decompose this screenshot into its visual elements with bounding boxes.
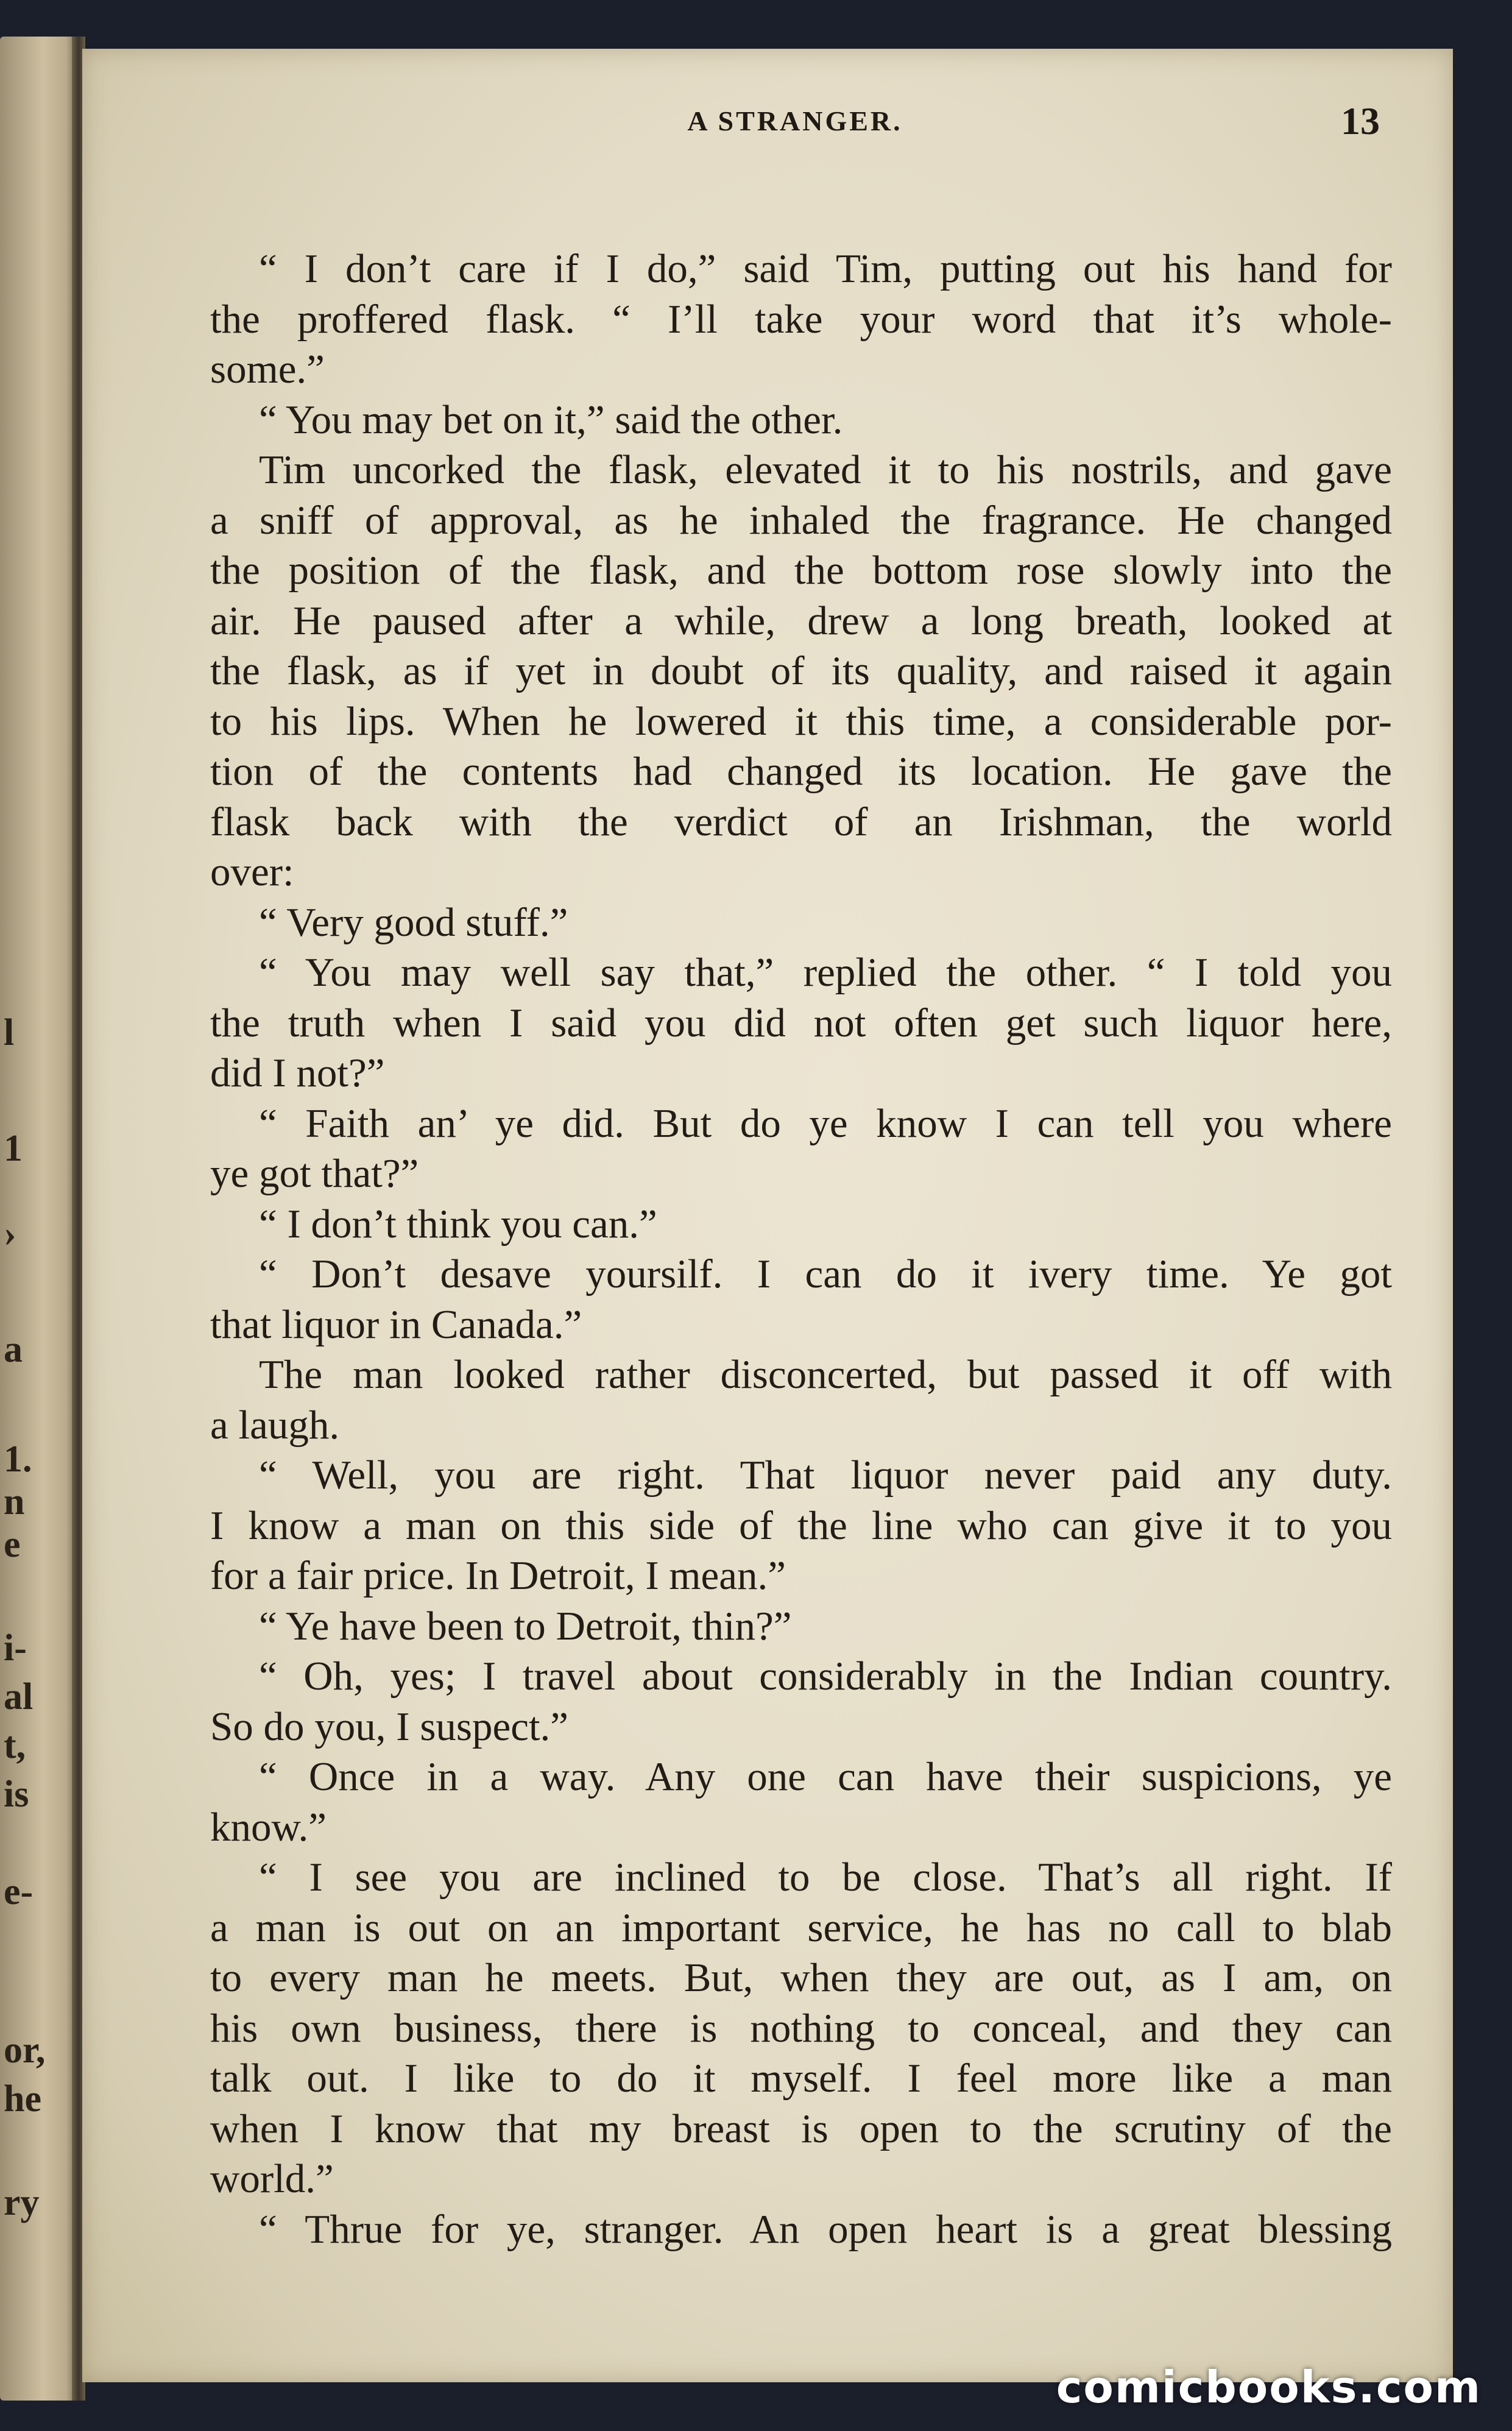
left-page-fragment: t, bbox=[4, 1725, 26, 1766]
left-page-fragment: or, bbox=[4, 2029, 46, 2071]
text-line: that liquor in Canada.” bbox=[210, 1301, 582, 1347]
text-line: I know a man on this side of the line who can give it to you bbox=[210, 1502, 1392, 1548]
text-line: So do you, I suspect.” bbox=[210, 1704, 569, 1749]
text-line: “ Faith an’ ye did. But do ye know I can tell you where bbox=[259, 1100, 1392, 1146]
text-line: his own business, there is nothing to conceal, and they can bbox=[210, 2005, 1392, 2051]
left-page-fragment: › bbox=[4, 1213, 16, 1254]
text-line: “ I don’t think you can.” bbox=[259, 1201, 657, 1247]
text-line: “ I see you are inclined to be close. That’s all right. If bbox=[259, 1855, 1392, 1900]
page-number: 13 bbox=[1341, 99, 1380, 143]
left-page-fragment: l bbox=[4, 1012, 15, 1053]
text-line: flask back with the verdict of an Irishman, the world bbox=[210, 799, 1392, 844]
text-line: a man is out on an important service, he has no call to blab bbox=[210, 1905, 1392, 1950]
left-page-fragment: e- bbox=[4, 1871, 34, 1913]
text-line: air. He paused after a while, drew a long breath, looked at bbox=[210, 598, 1392, 643]
text-line: “ Very good stuff.” bbox=[259, 899, 568, 945]
text-line: the truth when I said you did not often get such liquor here, bbox=[210, 1000, 1392, 1046]
page-header bbox=[210, 99, 1380, 166]
text-line: world.” bbox=[210, 2156, 334, 2201]
body-text bbox=[210, 244, 1392, 2254]
text-line: to every man he meets. But, when they are out, as I am, on bbox=[210, 1955, 1392, 2000]
text-line: “ Oh, yes; I travel about considerably in the Indian country. bbox=[259, 1654, 1392, 1699]
text-line: ye got that?” bbox=[210, 1151, 419, 1196]
text-line: a laugh. bbox=[210, 1402, 340, 1448]
left-page-fragment: a bbox=[4, 1329, 23, 1370]
text-line: when I know that my breast is open to the scrutiny of the bbox=[210, 2106, 1392, 2151]
left-page-fragment: is bbox=[4, 1774, 29, 1815]
text-line: “ Once in a way. Any one can have their suspicions, ye bbox=[259, 1754, 1392, 1799]
text-line: the proffered flask. “ I’ll take your word that it’s whole- bbox=[210, 296, 1392, 342]
left-page-fragment: n bbox=[4, 1481, 25, 1523]
text-line: “ You may bet on it,” said the other. bbox=[259, 397, 843, 442]
text-line: “ Thrue for ye, stranger. An open heart is a great blessing bbox=[259, 2206, 1392, 2252]
left-page-fragment: e bbox=[4, 1524, 21, 1565]
text-line: “ Don’t desave yoursilf. I can do it ivery time. Ye got bbox=[259, 1251, 1392, 1297]
running-title: A STRANGER. bbox=[687, 105, 903, 136]
text-line: “ Well, you are right. That liquor never paid any duty. bbox=[259, 1453, 1392, 1498]
left-page-edge bbox=[0, 37, 78, 2401]
text-line: a sniff of approval, as he inhaled the fragrance. He changed bbox=[210, 497, 1392, 543]
left-page-fragment: al bbox=[4, 1676, 34, 1718]
text-line: “ You may well say that,” replied the other. “ I told you bbox=[259, 950, 1392, 995]
watermark: comicbooks.com bbox=[1056, 2362, 1482, 2413]
left-page-fragment: he bbox=[4, 2078, 41, 2120]
left-page-fragment: 1. bbox=[4, 1438, 32, 1480]
text-line: the flask, as if yet in doubt of its quality, and raised it again bbox=[210, 648, 1392, 693]
text-line: Tim uncorked the flask, elevated it to his nostrils, and gave bbox=[259, 447, 1392, 492]
text-line: did I not?” bbox=[210, 1050, 385, 1095]
text-line: some.” bbox=[210, 347, 325, 392]
book-page bbox=[82, 49, 1453, 2382]
text-line: know.” bbox=[210, 1804, 327, 1850]
left-page-fragment: i- bbox=[4, 1627, 27, 1669]
text-line: for a fair price. In Detroit, I mean.” bbox=[210, 1553, 786, 1598]
text-line: “ I don’t care if I do,” said Tim, putting out his hand for bbox=[259, 246, 1392, 291]
text-line: to his lips. When he lowered it this time, a considerable por- bbox=[210, 698, 1392, 744]
text-line: over: bbox=[210, 849, 294, 894]
left-page-fragment: ry bbox=[4, 2182, 40, 2223]
text-line: talk out. I like to do it myself. I feel more like a man bbox=[210, 2056, 1392, 2101]
text-line: The man looked rather disconcerted, but passed it off with bbox=[259, 1352, 1392, 1397]
left-page-fragment: 1 bbox=[4, 1128, 23, 1169]
text-line: the position of the flask, and the bottom rose slowly into the bbox=[210, 548, 1392, 593]
text-line: “ Ye have been to Detroit, thin?” bbox=[259, 1603, 792, 1649]
text-line: tion of the contents had changed its location. He gave the bbox=[210, 749, 1392, 794]
